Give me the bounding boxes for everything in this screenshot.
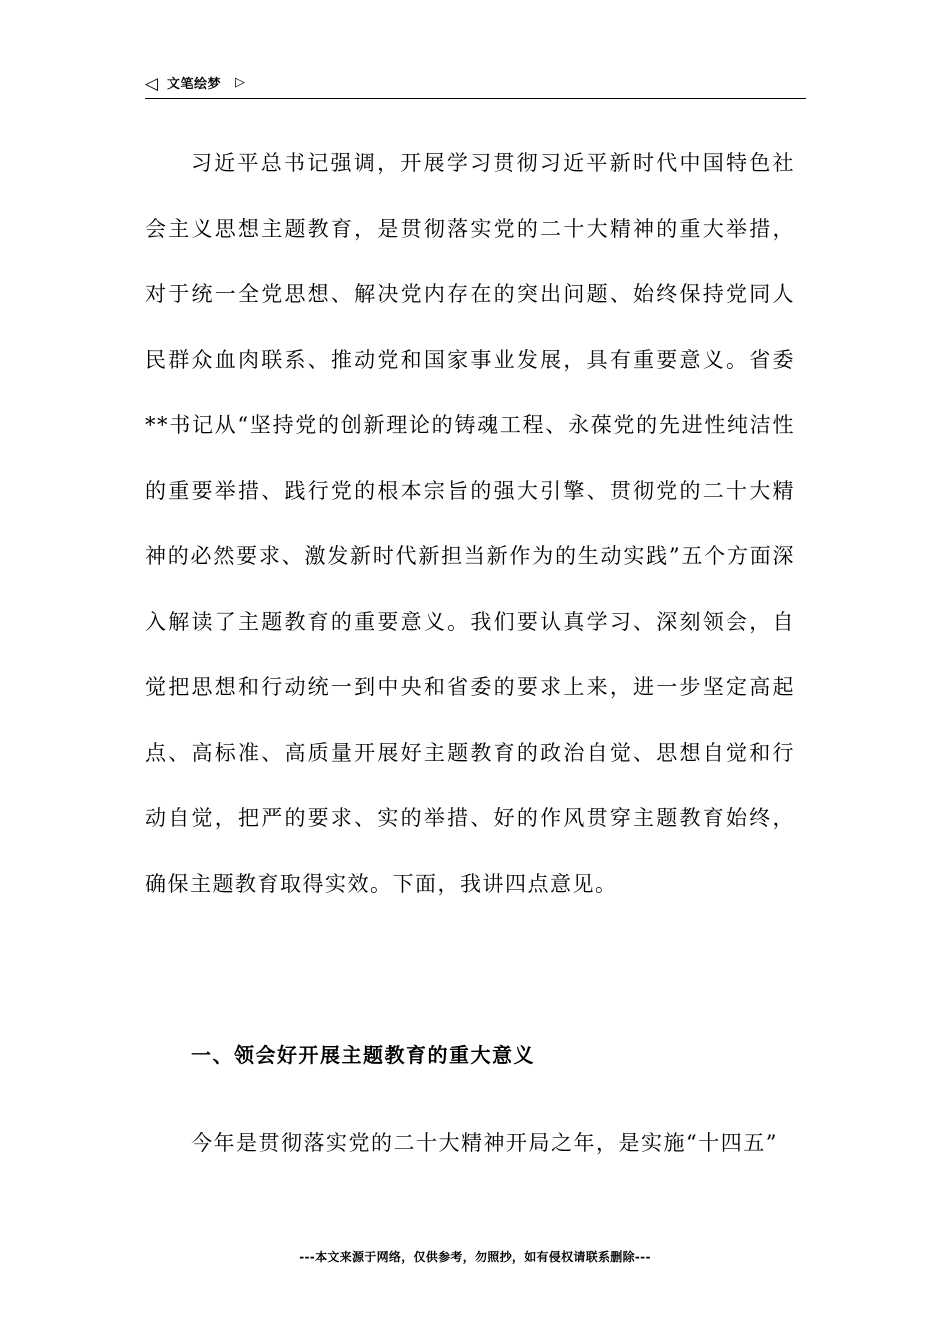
triangle-right-icon: ▷ xyxy=(235,75,245,90)
paragraph-section-one: 今年是贯彻落实党的二十大精神开局之年，是实施“十四五” xyxy=(191,1131,778,1155)
section-heading: 一、领会好开展主题教育的重大意义 xyxy=(191,1043,535,1067)
page-footer-disclaimer: ---本文来源于网络，仅供参考，勿照抄，如有侵权请联系删除--- xyxy=(299,1250,651,1264)
paragraph-intro: 习近平总书记强调，开展学习贯彻习近平新时代中国特色社会主义思想主题教育，是贯彻落实党的二十大精神的重大举措，对于统一全党思想、解决党内存在的突出问题、始终保持党同人民群众血肉联系、推动党和国家事业发展，具有重要意义。省委**书记从“坚持党的创新理论的铸魂工程、永葆党的先进性纯洁性的重要举措、践行党的根本宗旨的强大引擎、贯彻党的二十大精神的必然要求、激发新时代新担当新作为的生动实践”五个方面深入解读了主题教育的重要意义。我们要认真学习、深刻领会，自觉把思想和行动统一到中央和省委的要求上来，进一步坚定高起点、高标准、高质量开展好主题教育的政治自觉、思想自觉和行动自觉，把严的要求、实的举措、好的作风贯穿主题教育始终，确保主题教育取得实效。下面，我讲四点意见。 xyxy=(145,151,795,896)
header-brand: 文笔绘梦 xyxy=(167,77,222,92)
page-header xyxy=(145,72,806,99)
triangle-left-icon: ◁ xyxy=(145,74,159,94)
